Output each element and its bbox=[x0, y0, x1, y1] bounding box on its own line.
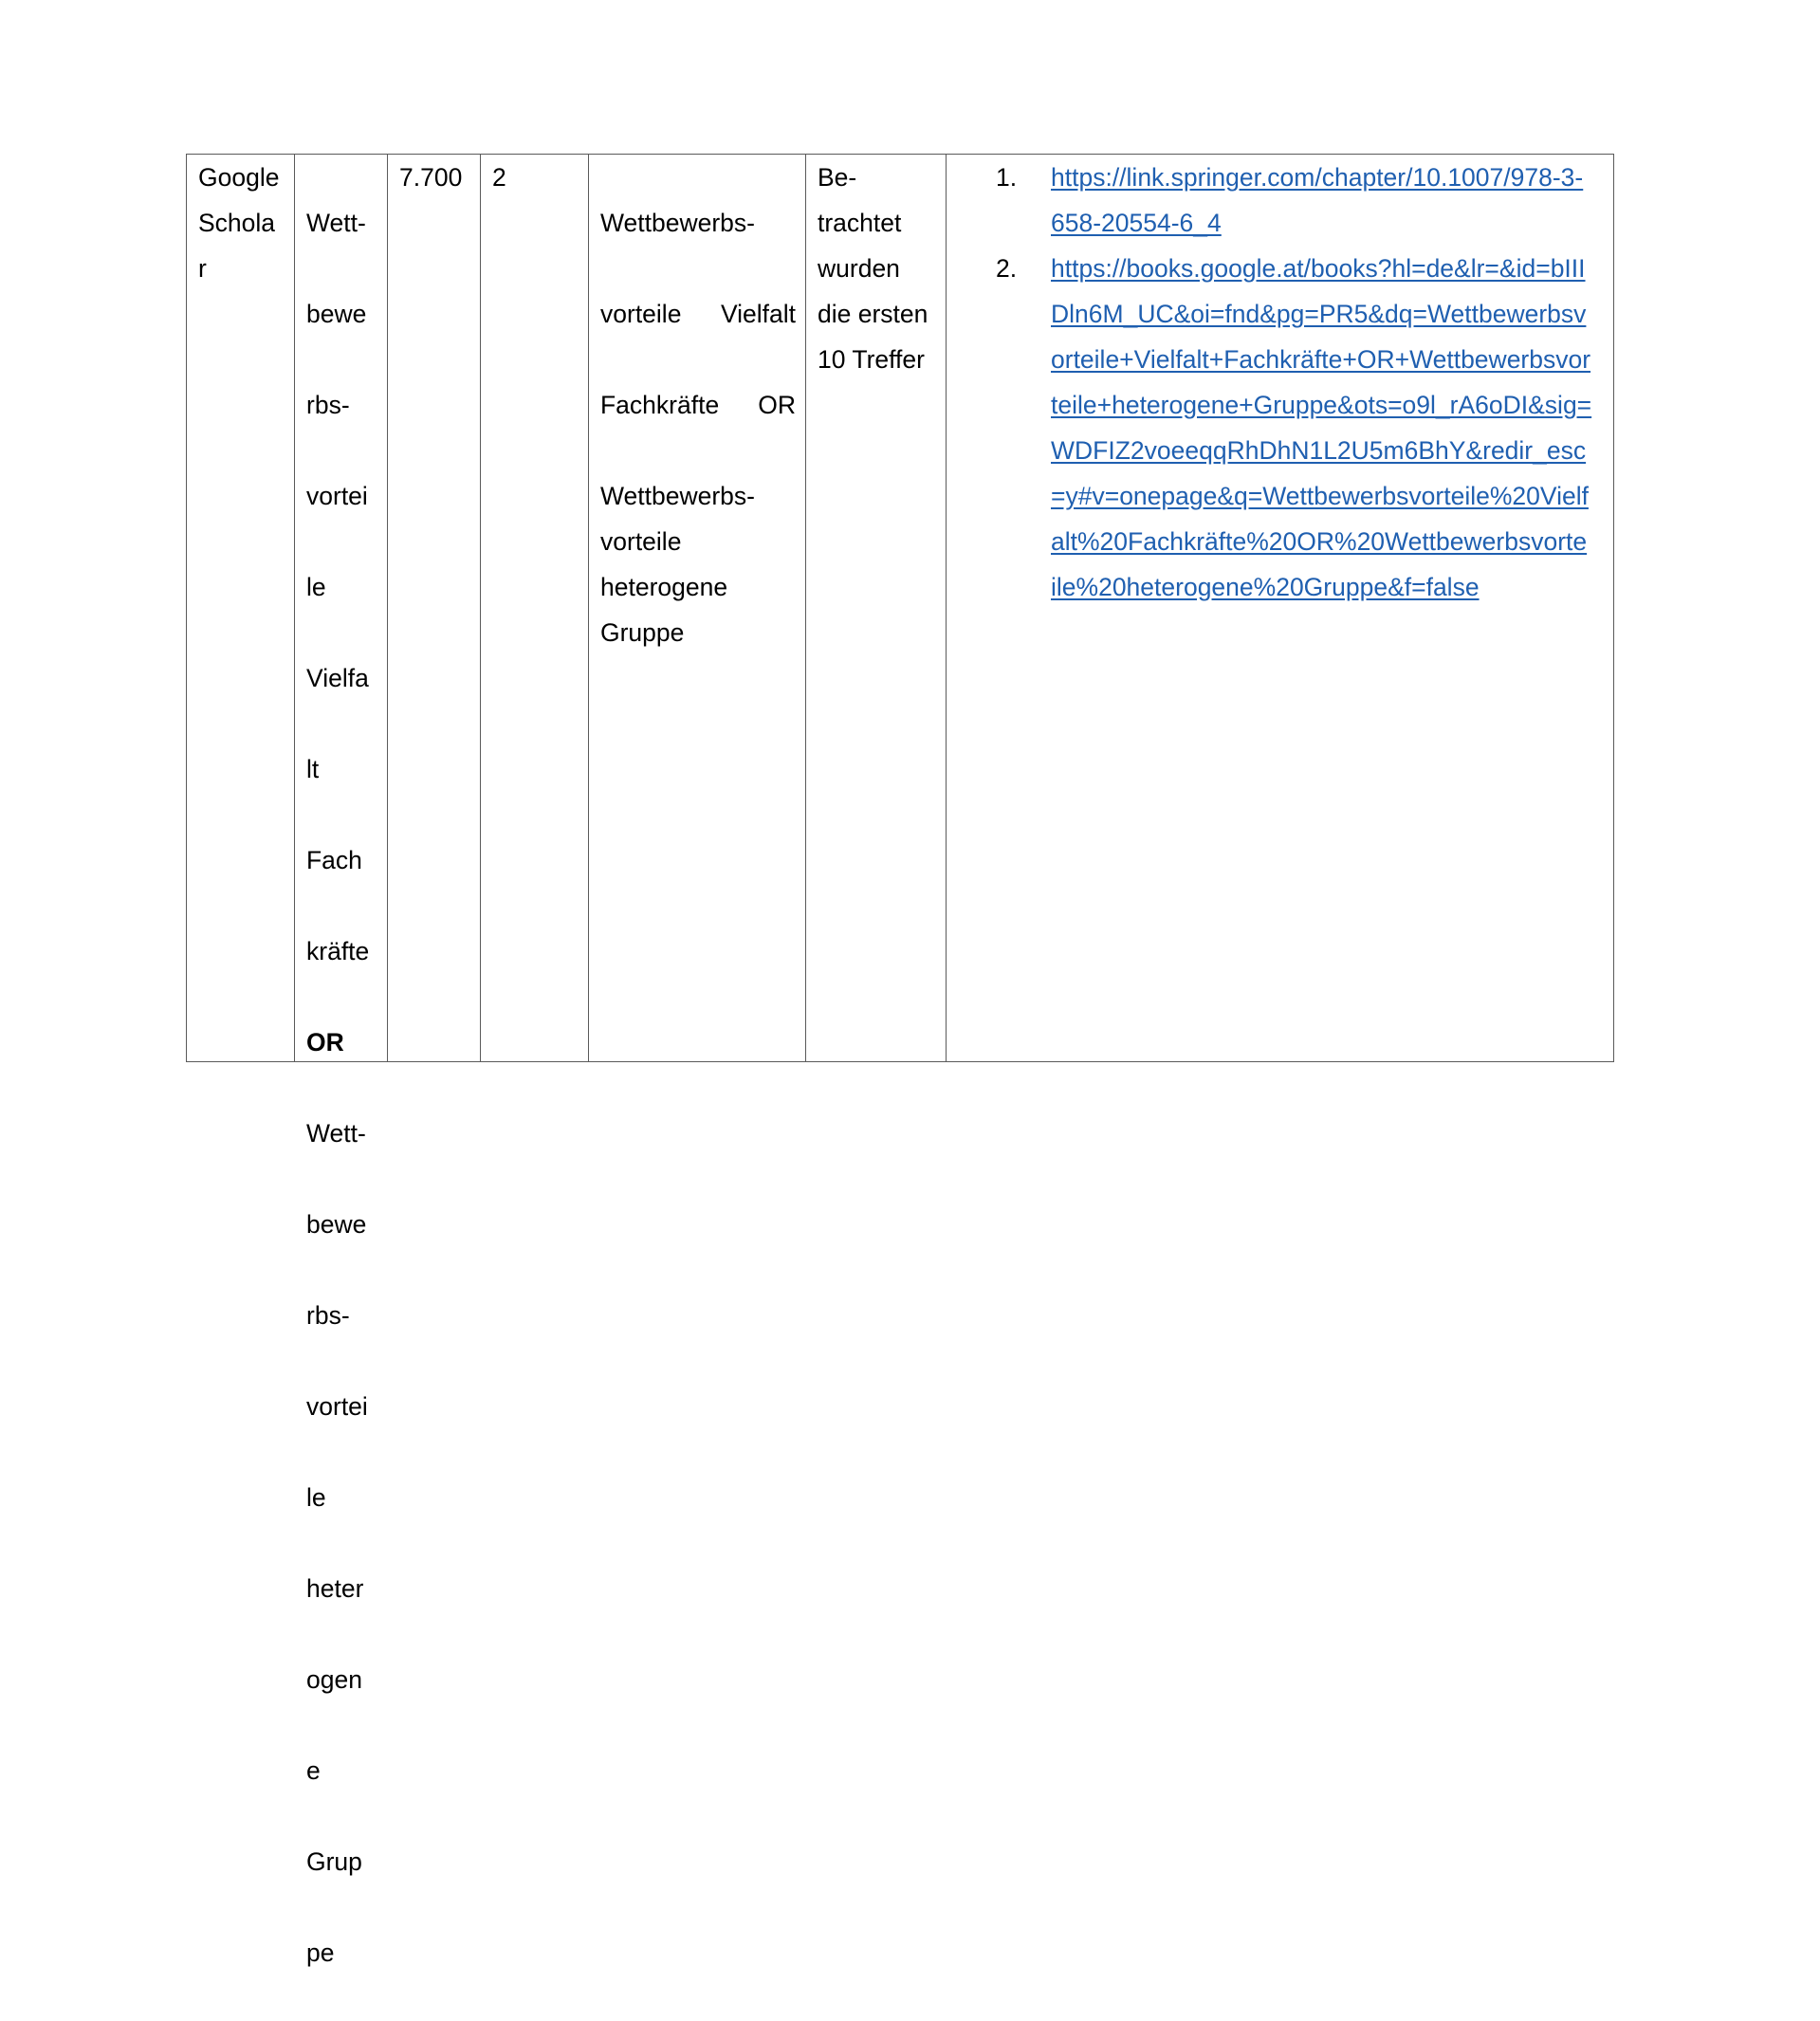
cell-search-terms bbox=[295, 155, 388, 1967]
hits-text: 7.700 bbox=[399, 163, 463, 192]
term-line: le bbox=[306, 573, 326, 601]
term-line: e bbox=[306, 1756, 321, 1785]
note-text: Be- trachtet wurden die ersten 10 Treffer bbox=[818, 163, 928, 374]
cell-relevant bbox=[481, 155, 589, 1061]
term-line: ogen bbox=[306, 1665, 362, 1694]
term-line: rbs- bbox=[306, 1301, 350, 1330]
google-books-link[interactable]: https://books.google.at/books?hl=de&lr=&id=bIII Dln6M_UC&oi=fnd&pg=PR5&dq=Wettbewerbsv orteile+Vielfalt+Fachkräfte+OR+Wettbewerbsvor teile+heterogene+Gruppe&ots=o9l_rA6oDI&sig= WDFIZ2voeeqqRhDhN1L2U5m6BhY&redir_esc =y#v=onepage&q=Wettbewerbsvorteile%20Vielf alt%20Fachkräfte%20OR%20Wettbewerbsvorte ile%20heterogene%20Gruppe&f=false bbox=[1051, 254, 1592, 601]
relevant-text: 2 bbox=[492, 163, 506, 192]
term-line: le bbox=[306, 1483, 326, 1512]
query-word: OR bbox=[758, 391, 796, 419]
term-operator-or: OR bbox=[306, 1028, 344, 1056]
springer-link[interactable]: https://link.springer.com/chapter/10.1007/978-3- 658-20554-6_4 bbox=[1051, 163, 1584, 237]
search-terms-text bbox=[306, 155, 387, 2021]
term-line: bewe bbox=[306, 1210, 367, 1239]
term-line: rbs- bbox=[306, 391, 350, 419]
source-text: Google Schola r bbox=[198, 163, 280, 283]
term-line: Vielfa bbox=[306, 664, 369, 692]
query-word: vorteile bbox=[600, 300, 682, 328]
term-line: Grup bbox=[306, 1847, 362, 1876]
term-line: heter bbox=[306, 1574, 364, 1603]
term-line: lt bbox=[306, 755, 320, 783]
link-list bbox=[958, 155, 1613, 610]
term-line: pe bbox=[306, 1938, 335, 1967]
term-line: Wett- bbox=[306, 1119, 366, 1148]
list-item bbox=[958, 155, 1613, 246]
query-text bbox=[600, 155, 805, 701]
cell-note bbox=[806, 155, 947, 1061]
list-item bbox=[958, 246, 1613, 610]
term-line: Wett- bbox=[306, 209, 366, 237]
list-number: 1. bbox=[996, 163, 1018, 192]
query-word: Fachkräfte bbox=[600, 391, 720, 419]
list-number: 2. bbox=[996, 254, 1018, 283]
query-line bbox=[600, 382, 796, 428]
cell-source bbox=[187, 155, 295, 1061]
cell-query bbox=[589, 155, 806, 1061]
term-line: vortei bbox=[306, 482, 368, 510]
term-line: bewe bbox=[306, 300, 367, 328]
query-line bbox=[600, 291, 796, 337]
results-table bbox=[186, 154, 1614, 1967]
cell-links bbox=[947, 155, 1613, 1061]
cell-hits bbox=[388, 155, 481, 1061]
term-line: kräfte bbox=[306, 937, 370, 965]
term-line: vortei bbox=[306, 1392, 368, 1421]
query-line: Wettbewerbs- bbox=[600, 209, 755, 237]
query-word: Vielfalt bbox=[720, 300, 796, 328]
term-line: Fach bbox=[306, 846, 362, 874]
query-rest: Wettbewerbs- vorteile heterogene Gruppe bbox=[600, 482, 755, 647]
